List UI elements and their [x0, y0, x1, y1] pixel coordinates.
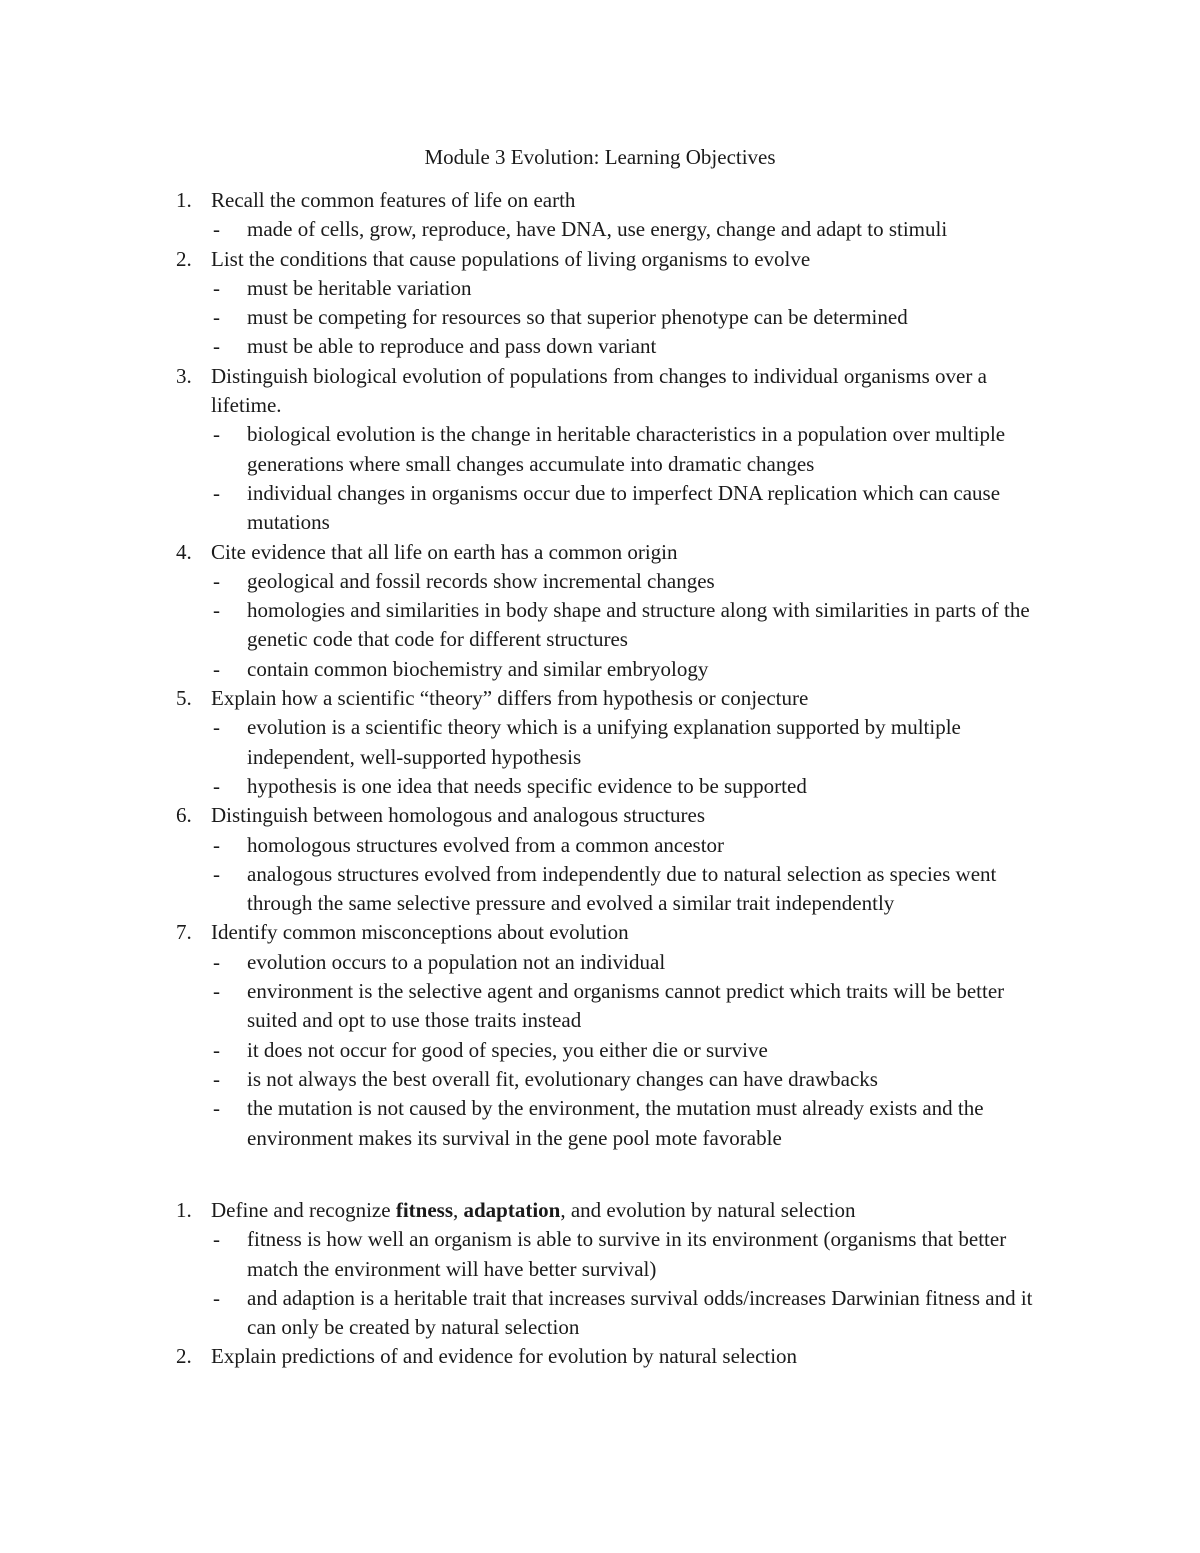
sub-item — [0, 860, 1200, 919]
sub-item — [0, 655, 1200, 684]
item-text-mid: , — [453, 1198, 464, 1222]
sub-item — [0, 303, 1200, 332]
sub-item-text: geological and fossil records show incremental changes — [247, 568, 715, 593]
list-item — [0, 684, 1200, 801]
item-number: 4. — [176, 539, 192, 564]
dash-bullet: - — [213, 480, 220, 505]
sub-item-text: must be competing for resources so that superior phenotype can be determined — [247, 305, 908, 330]
sub-item — [0, 1036, 1200, 1065]
sub-item — [0, 977, 1200, 1036]
sub-item — [0, 1065, 1200, 1094]
item-number: 3. — [176, 363, 192, 388]
item-number: 6. — [176, 803, 192, 828]
list-item — [0, 1342, 1200, 1371]
sub-item-text: must be heritable variation — [247, 275, 472, 300]
item-text: Distinguish between homologous and analogous structures — [211, 803, 706, 828]
sub-item-text: individual changes in organisms occur due to imperfect DNA replication which can cause mutations — [247, 480, 1001, 535]
dash-bullet: - — [213, 1066, 220, 1091]
item-number: 2. — [176, 246, 192, 271]
item-text — [211, 1196, 1041, 1225]
sub-item — [0, 274, 1200, 303]
item-number: 1. — [176, 188, 192, 212]
dash-bullet: - — [213, 305, 220, 330]
term-adaptation: adaptation — [463, 1198, 561, 1222]
sub-item-text: must be able to reproduce and pass down variant — [247, 334, 657, 359]
sub-item — [0, 332, 1200, 361]
item-text: List the conditions that cause populations of living organisms to evolve — [211, 246, 811, 271]
list-item — [0, 1196, 1200, 1342]
dash-bullet: - — [213, 217, 220, 242]
dash-bullet: - — [213, 979, 220, 1004]
term-fitness: fitness — [395, 1198, 453, 1222]
sub-item-text: homologous structures evolved from a common ancestor — [247, 832, 725, 857]
item-text: Explain predictions of and evidence for evolution by natural selection — [211, 1344, 798, 1369]
sub-item — [0, 567, 1200, 596]
sub-item-text: contain common biochemistry and similar embryology — [247, 656, 709, 681]
dash-bullet: - — [213, 832, 220, 857]
dash-bullet: - — [213, 334, 220, 359]
dash-bullet: - — [213, 598, 220, 623]
dash-bullet: - — [213, 275, 220, 300]
item-text: Explain how a scientific “theory” differs from hypothesis or conjecture — [211, 686, 809, 711]
dash-bullet: - — [213, 715, 220, 740]
dash-bullet: - — [213, 422, 220, 447]
sub-item-text: homologies and similarities in body shape and structure along with similarities in parts of the genetic code that code for different structures — [247, 598, 1030, 652]
sub-item-text: it does not occur for good of species, you either die or survive — [247, 1037, 768, 1062]
sub-item — [0, 1284, 1200, 1343]
sub-item — [0, 596, 1200, 655]
item-number: 5. — [176, 686, 192, 711]
sub-item — [0, 831, 1200, 860]
objectives-list-second — [0, 1196, 1200, 1372]
dash-bullet: - — [213, 1285, 220, 1310]
sub-item-text: is not always the best overall fit, evolutionary changes can have drawbacks — [247, 1066, 878, 1091]
dash-bullet: - — [213, 773, 220, 798]
item-number: 7. — [176, 920, 192, 945]
sub-item-text: hypothesis is one idea that needs specific evidence to be supported — [247, 773, 807, 798]
sub-item-text: made of cells, grow, reproduce, have DNA, use energy, change and adapt to stimuli — [247, 217, 948, 242]
sub-item — [0, 215, 1200, 244]
objectives-list-main — [0, 186, 1200, 1153]
list-item — [0, 245, 1200, 362]
sub-item-text: and adaption is a heritable trait that increases survival odds/increases Darwinian fitness and it can only be created by natural selection — [247, 1285, 1033, 1340]
dash-bullet: - — [213, 1096, 220, 1121]
sub-item — [0, 948, 1200, 977]
dash-bullet: - — [213, 656, 220, 681]
list-item — [0, 918, 1200, 1152]
dash-bullet: - — [213, 1037, 220, 1062]
list-item — [0, 186, 1200, 245]
sub-item — [0, 479, 1200, 538]
sub-item — [0, 420, 1200, 479]
dash-bullet: - — [213, 1227, 220, 1252]
item-text: Cite evidence that all life on earth has a common origin — [211, 539, 678, 564]
sub-item — [0, 713, 1200, 772]
list-item — [0, 538, 1200, 684]
item-text: Identify common misconceptions about evolution — [211, 920, 629, 945]
sub-item — [0, 1225, 1200, 1284]
list-item — [0, 801, 1200, 918]
sub-item — [0, 772, 1200, 801]
item-text: Distinguish biological evolution of populations from changes to individual organisms over a lifetime. — [211, 363, 987, 418]
item-text-post: , and evolution by natural selection — [560, 1198, 856, 1222]
item-text: Recall the common features of life on earth — [211, 188, 576, 212]
sub-item-text: analogous structures evolved from independently due to natural selection as species went through the same selective pressure and evolved a similar trait independently — [247, 861, 997, 916]
sub-item-text: biological evolution is the change in heritable characteristics in a population over multiple generations where small changes accumulate into dramatic changes — [247, 422, 1006, 476]
item-number: 1. — [176, 1198, 192, 1222]
sub-item-text: evolution occurs to a population not an individual — [247, 949, 666, 974]
sub-item-text: fitness is how well an organism is able to survive in its environment (organisms that better match the environment will have better survival) — [247, 1227, 1007, 1281]
item-text-pre: Define and recognize — [211, 1198, 396, 1222]
dash-bullet: - — [213, 861, 220, 886]
sub-item-text: environment is the selective agent and organisms cannot predict which traits will be better suited and opt to use those traits instead — [247, 979, 1005, 1033]
dash-bullet: - — [213, 949, 220, 974]
sub-item-text: evolution is a scientific theory which is a unifying explanation supported by multiple independent, well-supported hypothesis — [247, 715, 961, 769]
page-title: Module 3 Evolution: Learning Objectives — [424, 145, 776, 169]
sub-item-text: the mutation is not caused by the environment, the mutation must already exists and the environment makes its survival in the gene pool mote favorable — [247, 1096, 984, 1150]
item-number: 2. — [176, 1344, 192, 1369]
dash-bullet: - — [213, 568, 220, 593]
list-item — [0, 362, 1200, 538]
sub-item — [0, 1094, 1200, 1153]
